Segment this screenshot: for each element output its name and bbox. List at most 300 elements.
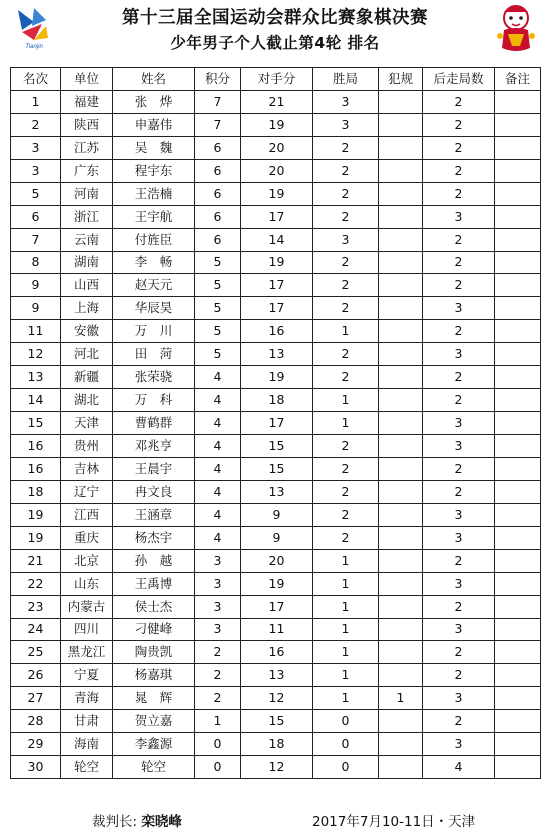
black-games-cell: 3 [423,297,495,320]
remarks-cell [495,503,541,526]
wins-cell: 1 [313,664,379,687]
table-row [11,457,541,480]
wins-cell: 3 [313,228,379,251]
table-row [11,733,541,756]
wins-cell: 1 [313,641,379,664]
name-cell: 田 菏 [113,343,195,366]
opponent-points-cell: 16 [241,320,313,343]
rank-cell: 8 [11,251,61,274]
name-cell: 王宇航 [113,205,195,228]
unit-cell: 海南 [61,733,113,756]
name-cell: 侯士杰 [113,595,195,618]
black-games-cell: 2 [423,389,495,412]
points-cell: 4 [195,457,241,480]
black-games-cell: 2 [423,113,495,136]
name-cell: 张 烨 [113,90,195,113]
unit-cell: 河北 [61,343,113,366]
opponent-points-cell: 11 [241,618,313,641]
unit-cell: 云南 [61,228,113,251]
remarks-cell [495,366,541,389]
wins-cell: 2 [313,503,379,526]
remarks-cell [495,435,541,458]
wins-cell: 2 [313,297,379,320]
fouls-cell [379,343,423,366]
remarks-cell [495,526,541,549]
table-row [11,480,541,503]
table-row [11,618,541,641]
points-cell: 4 [195,389,241,412]
name-cell: 王浩楠 [113,182,195,205]
points-cell: 6 [195,136,241,159]
name-cell: 李鑫源 [113,733,195,756]
name-cell: 冉文良 [113,480,195,503]
wins-cell: 2 [313,182,379,205]
points-cell: 1 [195,710,241,733]
name-cell: 刁健峰 [113,618,195,641]
fouls-cell [379,136,423,159]
table-row [11,664,541,687]
rank-cell: 11 [11,320,61,343]
table-row [11,113,541,136]
name-cell: 曹鹤群 [113,412,195,435]
points-cell: 5 [195,251,241,274]
black-games-cell: 3 [423,412,495,435]
remarks-cell [495,756,541,779]
fouls-cell [379,664,423,687]
rank-cell: 28 [11,710,61,733]
black-games-cell: 3 [423,205,495,228]
rank-cell: 19 [11,526,61,549]
remarks-cell [495,733,541,756]
opponent-points-cell: 12 [241,687,313,710]
rank-cell: 22 [11,572,61,595]
page-title: 第十三届全国运动会群众比赛象棋决赛 [122,8,428,28]
opponent-points-cell: 18 [241,733,313,756]
opponent-points-cell: 19 [241,182,313,205]
remarks-cell [495,228,541,251]
fouls-cell [379,182,423,205]
remarks-cell [495,618,541,641]
wins-cell: 0 [313,756,379,779]
points-cell: 4 [195,480,241,503]
ranking-table-body [11,90,541,778]
rank-cell: 30 [11,756,61,779]
name-cell: 张荣骁 [113,366,195,389]
referee-name: 栾晓峰 [141,814,182,830]
unit-cell: 湖南 [61,251,113,274]
wins-cell: 2 [313,274,379,297]
wins-cell: 0 [313,710,379,733]
opponent-points-cell: 17 [241,412,313,435]
black-games-cell: 4 [423,756,495,779]
fouls-cell [379,389,423,412]
unit-cell: 北京 [61,549,113,572]
fouls-cell [379,572,423,595]
points-cell: 5 [195,297,241,320]
black-games-cell: 3 [423,572,495,595]
remarks-cell [495,480,541,503]
opponent-points-cell: 12 [241,756,313,779]
table-row [11,412,541,435]
name-cell: 陶贵凯 [113,641,195,664]
fouls-cell [379,320,423,343]
black-games-cell: 2 [423,274,495,297]
opponent-points-cell: 20 [241,549,313,572]
remarks-cell [495,205,541,228]
table-row [11,205,541,228]
opponent-points-cell: 19 [241,572,313,595]
name-cell: 孙 越 [113,549,195,572]
unit-cell: 内蒙古 [61,595,113,618]
points-cell: 5 [195,320,241,343]
rank-cell: 1 [11,90,61,113]
fouls-cell [379,480,423,503]
opponent-points-cell: 15 [241,710,313,733]
table-row [11,274,541,297]
rank-cell: 26 [11,664,61,687]
table-header-row [11,68,541,91]
fouls-cell [379,457,423,480]
unit-cell: 山西 [61,274,113,297]
name-cell: 贺立嘉 [113,710,195,733]
fouls-cell [379,251,423,274]
wins-cell: 1 [313,618,379,641]
unit-cell: 河南 [61,182,113,205]
rank-cell: 12 [11,343,61,366]
rank-cell: 25 [11,641,61,664]
points-cell: 0 [195,733,241,756]
rank-cell: 24 [11,618,61,641]
table-row [11,549,541,572]
black-games-cell: 3 [423,435,495,458]
name-cell: 申嘉伟 [113,113,195,136]
table-row [11,159,541,182]
unit-cell: 甘肃 [61,710,113,733]
black-games-cell: 2 [423,228,495,251]
opponent-points-cell: 17 [241,205,313,228]
unit-cell: 新疆 [61,366,113,389]
name-cell: 吴 魏 [113,136,195,159]
unit-cell: 重庆 [61,526,113,549]
black-games-cell: 2 [423,136,495,159]
wins-cell: 2 [313,159,379,182]
opponent-points-cell: 20 [241,159,313,182]
opponent-points-cell: 15 [241,435,313,458]
points-cell: 7 [195,113,241,136]
table-row [11,366,541,389]
table-row [11,687,541,710]
fouls-cell [379,756,423,779]
remarks-cell [495,159,541,182]
referee-line [92,810,182,830]
wins-cell: 1 [313,389,379,412]
opponent-points-cell: 17 [241,595,313,618]
page-subtitle: 少年男子个人截止第4轮 排名 [170,34,380,52]
unit-cell: 宁夏 [61,664,113,687]
wins-cell: 0 [313,733,379,756]
points-cell: 6 [195,228,241,251]
opponent-points-cell: 17 [241,274,313,297]
rank-cell: 3 [11,136,61,159]
table-row [11,182,541,205]
black-games-cell: 3 [423,687,495,710]
points-cell: 2 [195,687,241,710]
ranking-table [10,67,541,779]
table-row [11,297,541,320]
remarks-cell [495,710,541,733]
table-row [11,641,541,664]
fouls-cell [379,435,423,458]
remarks-cell [495,90,541,113]
fouls-cell [379,366,423,389]
remarks-cell [495,182,541,205]
black-games-cell: 2 [423,595,495,618]
unit-cell: 上海 [61,297,113,320]
fouls-cell [379,595,423,618]
wins-cell: 2 [313,435,379,458]
wins-cell: 1 [313,549,379,572]
wins-cell: 2 [313,480,379,503]
fouls-cell: 1 [379,687,423,710]
table-row [11,90,541,113]
fouls-cell [379,159,423,182]
name-cell: 杨杰宇 [113,526,195,549]
name-cell: 华辰昊 [113,297,195,320]
rank-cell: 5 [11,182,61,205]
opponent-points-cell: 19 [241,113,313,136]
unit-cell: 贵州 [61,435,113,458]
unit-cell: 轮空 [61,756,113,779]
table-row [11,136,541,159]
opponent-points-cell: 13 [241,343,313,366]
table-row [11,710,541,733]
rank-cell: 3 [11,159,61,182]
remarks-cell [495,687,541,710]
opponent-points-cell: 19 [241,366,313,389]
unit-cell: 黑龙江 [61,641,113,664]
wins-cell: 1 [313,320,379,343]
points-cell: 4 [195,366,241,389]
name-cell: 王禹博 [113,572,195,595]
table-row [11,320,541,343]
black-games-cell: 2 [423,549,495,572]
rank-cell: 15 [11,412,61,435]
unit-cell: 青海 [61,687,113,710]
points-cell: 6 [195,182,241,205]
column-header: 姓名 [113,68,195,91]
fouls-cell [379,412,423,435]
name-cell: 万 科 [113,389,195,412]
unit-cell: 天津 [61,412,113,435]
logo-wordmark: Tianjin [25,44,43,50]
opponent-points-cell: 16 [241,641,313,664]
black-games-cell: 2 [423,366,495,389]
remarks-cell [495,297,541,320]
black-games-cell: 2 [423,710,495,733]
name-cell: 杨嘉琪 [113,664,195,687]
name-cell: 王涵章 [113,503,195,526]
points-cell: 2 [195,641,241,664]
black-games-cell: 3 [423,343,495,366]
wins-cell: 2 [313,366,379,389]
fouls-cell [379,526,423,549]
name-cell: 万 川 [113,320,195,343]
points-cell: 2 [195,664,241,687]
unit-cell: 福建 [61,90,113,113]
table-row [11,251,541,274]
column-header: 犯规 [379,68,423,91]
points-cell: 6 [195,205,241,228]
fouls-cell [379,618,423,641]
column-header: 后走局数 [423,68,495,91]
points-cell: 5 [195,274,241,297]
name-cell: 邓兆亨 [113,435,195,458]
remarks-cell [495,113,541,136]
rank-cell: 18 [11,480,61,503]
remarks-cell [495,320,541,343]
opponent-points-cell: 13 [241,664,313,687]
black-games-cell: 3 [423,733,495,756]
points-cell: 0 [195,756,241,779]
unit-cell: 安徽 [61,320,113,343]
name-cell: 赵天元 [113,274,195,297]
column-header: 备注 [495,68,541,91]
table-row [11,228,541,251]
name-cell: 付旌臣 [113,228,195,251]
rank-cell: 6 [11,205,61,228]
wins-cell: 2 [313,136,379,159]
name-cell: 李 畅 [113,251,195,274]
points-cell: 4 [195,503,241,526]
opponent-points-cell: 19 [241,251,313,274]
column-header: 胜局 [313,68,379,91]
table-row [11,435,541,458]
table-row [11,595,541,618]
wins-cell: 2 [313,205,379,228]
wins-cell: 2 [313,343,379,366]
rank-cell: 14 [11,389,61,412]
table-row [11,526,541,549]
points-cell: 4 [195,435,241,458]
fouls-cell [379,228,423,251]
name-cell: 程宇东 [113,159,195,182]
unit-cell: 陕西 [61,113,113,136]
wins-cell: 2 [313,251,379,274]
black-games-cell: 3 [423,526,495,549]
column-header: 名次 [11,68,61,91]
rank-cell: 16 [11,457,61,480]
black-games-cell: 3 [423,618,495,641]
fouls-cell [379,549,423,572]
rank-cell: 9 [11,274,61,297]
remarks-cell [495,389,541,412]
rank-cell: 13 [11,366,61,389]
black-games-cell: 2 [423,664,495,687]
rank-cell: 9 [11,297,61,320]
fouls-cell [379,90,423,113]
black-games-cell: 2 [423,457,495,480]
black-games-cell: 3 [423,503,495,526]
remarks-cell [495,136,541,159]
name-cell: 晁 辉 [113,687,195,710]
rank-cell: 27 [11,687,61,710]
points-cell: 3 [195,549,241,572]
wins-cell: 3 [313,90,379,113]
unit-cell: 湖北 [61,389,113,412]
black-games-cell: 2 [423,320,495,343]
column-header: 积分 [195,68,241,91]
remarks-cell [495,457,541,480]
rank-cell: 19 [11,503,61,526]
name-cell: 轮空 [113,756,195,779]
remarks-cell [495,251,541,274]
wins-cell: 1 [313,572,379,595]
black-games-cell: 2 [423,480,495,503]
rank-cell: 2 [11,113,61,136]
points-cell: 4 [195,526,241,549]
opponent-points-cell: 18 [241,389,313,412]
fouls-cell [379,503,423,526]
opponent-points-cell: 13 [241,480,313,503]
fouls-cell [379,205,423,228]
unit-cell: 辽宁 [61,480,113,503]
fouls-cell [379,274,423,297]
points-cell: 6 [195,159,241,182]
rank-cell: 7 [11,228,61,251]
wins-cell: 2 [313,526,379,549]
opponent-points-cell: 21 [241,90,313,113]
unit-cell: 江西 [61,503,113,526]
column-header: 单位 [61,68,113,91]
unit-cell: 广东 [61,159,113,182]
remarks-cell [495,343,541,366]
rank-cell: 23 [11,595,61,618]
remarks-cell [495,549,541,572]
table-row [11,343,541,366]
black-games-cell: 2 [423,90,495,113]
remarks-cell [495,412,541,435]
opponent-points-cell: 9 [241,526,313,549]
rank-cell: 21 [11,549,61,572]
wins-cell: 3 [313,113,379,136]
black-games-cell: 2 [423,641,495,664]
remarks-cell [495,641,541,664]
rank-cell: 16 [11,435,61,458]
rank-cell: 29 [11,733,61,756]
unit-cell: 四川 [61,618,113,641]
black-games-cell: 2 [423,182,495,205]
fouls-cell [379,297,423,320]
remarks-cell [495,595,541,618]
black-games-cell: 2 [423,251,495,274]
opponent-points-cell: 14 [241,228,313,251]
fouls-cell [379,710,423,733]
column-header: 对手分 [241,68,313,91]
points-cell: 5 [195,343,241,366]
fouls-cell [379,733,423,756]
opponent-points-cell: 9 [241,503,313,526]
wins-cell: 1 [313,595,379,618]
points-cell: 3 [195,618,241,641]
name-cell: 王晨宇 [113,457,195,480]
opponent-points-cell: 17 [241,297,313,320]
remarks-cell [495,664,541,687]
table-row [11,389,541,412]
points-cell: 3 [195,595,241,618]
referee-label: 裁判长: [92,814,138,830]
opponent-points-cell: 15 [241,457,313,480]
fouls-cell [379,113,423,136]
